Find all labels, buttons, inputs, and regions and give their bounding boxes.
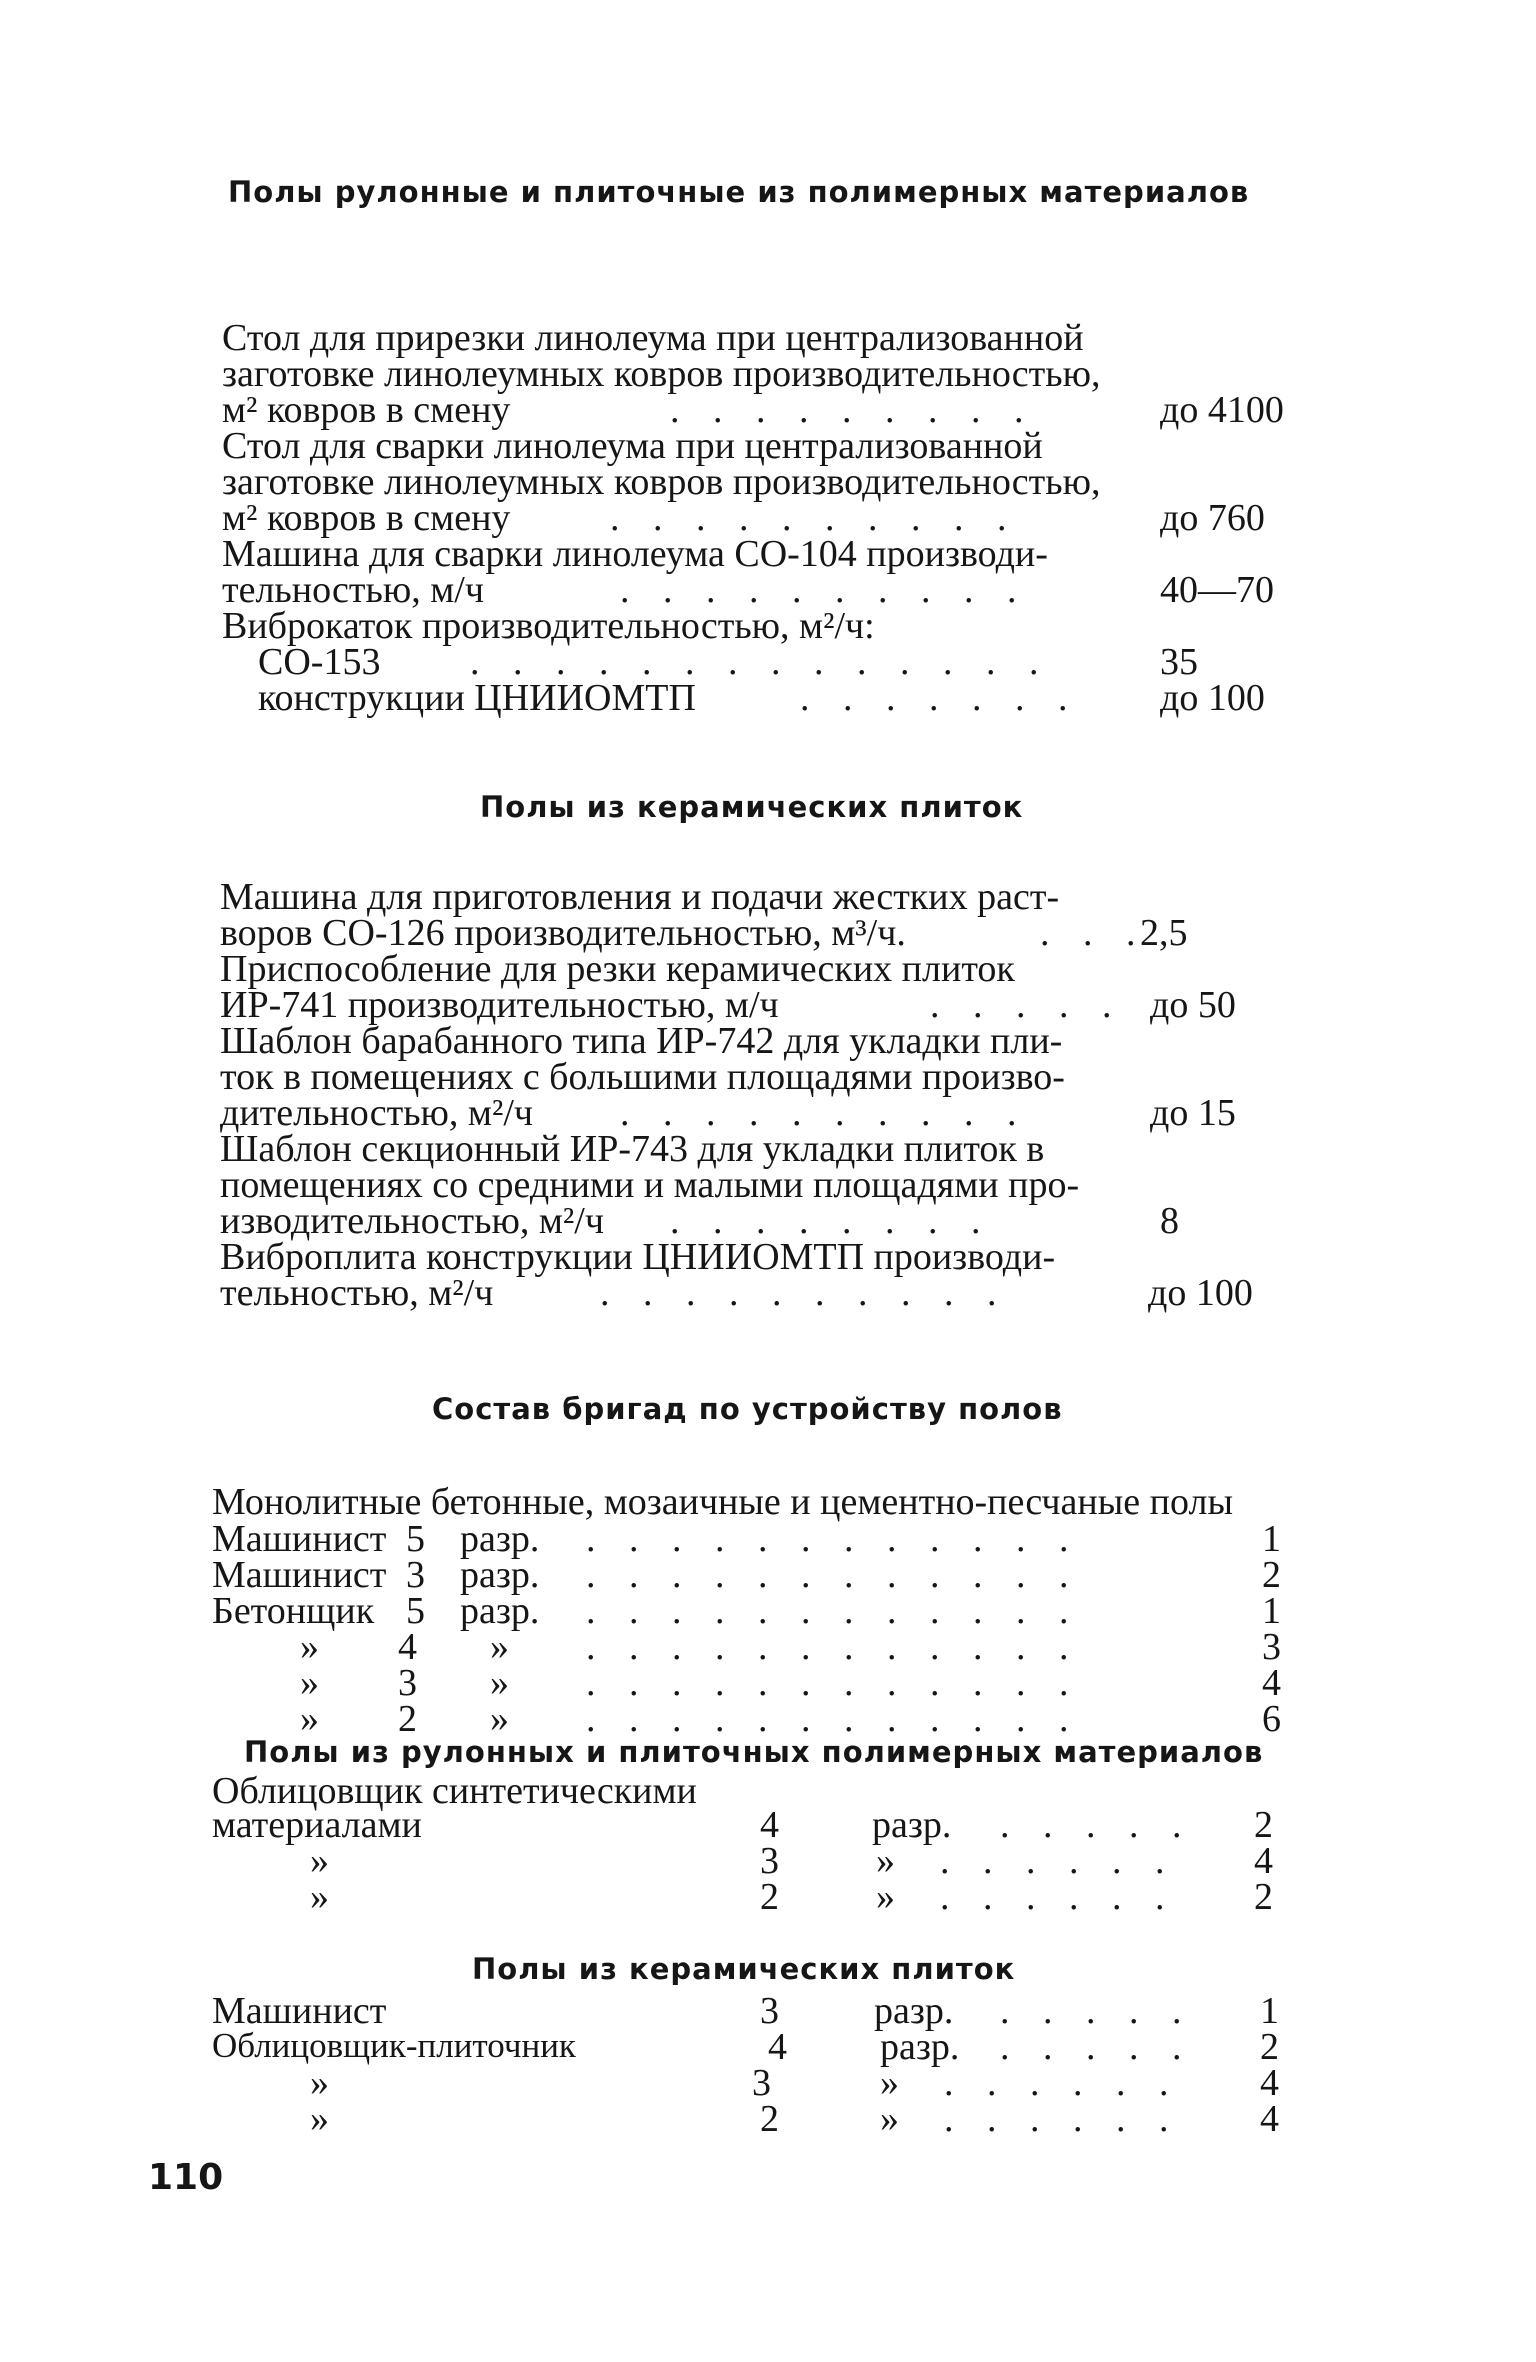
leader-dots: . . . . . . . <box>800 677 1080 719</box>
leader-dots: . . . . . <box>1000 2026 1194 2068</box>
text-line: Виброплита конструкции ЦНИИОМТП производи- <box>220 1236 1056 1278</box>
text-line: Стол для прирезки линолеума при централизованной <box>222 317 1084 359</box>
value: до 50 <box>1150 984 1236 1026</box>
worker-grade: 2 <box>398 1698 417 1740</box>
leader-dots: . . . . . . . . <box>670 1200 993 1242</box>
text-line: ток в помещениях с большими площадями произво- <box>220 1056 1065 1098</box>
text-line: Стол для сварки линолеума при централизованной <box>222 425 1043 467</box>
worker-count: 1 <box>1262 1518 1281 1560</box>
text-line: тельностью, м/ч <box>222 569 484 611</box>
worker-unit: разр. <box>460 1518 540 1560</box>
value: до 15 <box>1150 1092 1236 1134</box>
text-line: ИР-741 производительностью, м/ч <box>220 984 779 1026</box>
leader-dots: . . . . . . . . . . . . <box>586 1554 1081 1596</box>
leader-dots: . . . . . . . . . . . . <box>586 1662 1081 1704</box>
leader-dots: . . . . . . . . . <box>670 389 1036 431</box>
text-line: Шаблон секционный ИР-743 для укладки плиток в <box>220 1128 1045 1170</box>
ditto-mark: » <box>310 2098 329 2140</box>
text-line: помещениях со средними и малыми площадями про- <box>220 1164 1080 1206</box>
leader-dots: . . . . . . . . . . . . <box>586 1590 1081 1632</box>
worker-grade: 3 <box>398 1662 417 1704</box>
worker-count: 1 <box>1262 1590 1281 1632</box>
ditto-mark: » <box>880 2098 899 2140</box>
worker-count: 4 <box>1260 2098 1279 2140</box>
text-line: воров СО-126 производительностью, м³/ч. <box>220 912 906 954</box>
ditto-mark: » <box>490 1698 509 1740</box>
leader-dots: . . . . . <box>930 984 1124 1026</box>
worker-unit: разр. <box>874 1990 954 2032</box>
text-line: дительностью, м²/ч <box>220 1092 534 1134</box>
text-line: Виброкаток производительностью, м²/ч: <box>222 605 875 647</box>
text-line: тельностью, м²/ч <box>220 1272 494 1314</box>
leader-dots: . . . . . . <box>940 1840 1177 1882</box>
value: 2,5 <box>1140 912 1188 954</box>
text-line: СО-153 <box>258 641 381 683</box>
leader-dots: . . . . . . <box>944 2062 1181 2104</box>
leader-dots: . . . . . . . . . . <box>610 497 1019 539</box>
worker-name: Облицовщик-плиточник <box>212 2026 576 2065</box>
text-line: м² ковров в смену <box>222 497 511 539</box>
worker-unit: разр. <box>460 1554 540 1596</box>
value: до 100 <box>1148 1272 1253 1314</box>
value: до 4100 <box>1160 389 1284 431</box>
worker-grade: 3 <box>760 1990 779 2032</box>
worker-name: Машинист <box>212 1990 387 2032</box>
leader-dots: . . . . . . . . . . . . <box>586 1518 1081 1560</box>
worker-count: 3 <box>1262 1626 1281 1668</box>
ditto-mark: » <box>880 2062 899 2104</box>
ditto-mark: » <box>490 1662 509 1704</box>
worker-count: 2 <box>1254 1804 1273 1846</box>
value: до 100 <box>1160 677 1265 719</box>
worker-grade: 2 <box>760 1876 779 1918</box>
worker-grade: 4 <box>768 2026 787 2068</box>
leader-dots: . . . . . <box>1000 1804 1194 1846</box>
worker-grade: 3 <box>406 1554 425 1596</box>
text-line: конструкции ЦНИИОМТП <box>258 677 696 719</box>
ditto-mark: » <box>310 2062 329 2104</box>
worker-name: Бетонщик <box>212 1590 375 1632</box>
worker-count: 4 <box>1254 1840 1273 1882</box>
leader-dots: . . . . . . . . . . <box>600 1272 1009 1314</box>
text-line: заготовке линолеумных ковров производительностью, <box>222 353 1101 395</box>
text-line: изводительностью, м²/ч <box>220 1200 604 1242</box>
text-line: Машина для приготовления и подачи жестких раст- <box>220 876 1060 918</box>
worker-grade: 3 <box>752 2062 771 2104</box>
worker-unit: разр. <box>880 2026 960 2068</box>
text-line: Машина для сварки линолеума СО-104 производи- <box>222 533 1048 575</box>
worker-count: 6 <box>1262 1698 1281 1740</box>
worker-unit: разр. <box>872 1804 952 1846</box>
subsection-heading-polymer: Полы из рулонных и плиточных полимерных материалов <box>244 1735 1264 1769</box>
leader-dots: . . . . . . . . . . . . . . <box>470 641 1051 683</box>
value: 8 <box>1160 1200 1179 1242</box>
text-line: заготовке линолеумных ковров производительностью, <box>222 461 1101 503</box>
ditto-mark: » <box>300 1626 319 1668</box>
text-line: Шаблон барабанного типа ИР-742 для укладки пли- <box>220 1020 1063 1062</box>
ditto-mark: » <box>876 1840 895 1882</box>
worker-count: 4 <box>1260 2062 1279 2104</box>
text-line: м² ковров в смену <box>222 389 511 431</box>
worker-count: 1 <box>1260 1990 1279 2032</box>
leader-dots: . . . . . <box>1000 1990 1194 2032</box>
worker-grade: 5 <box>406 1590 425 1632</box>
worker-name: Облицовщик синтетическими <box>212 1770 697 1812</box>
subsection-heading-ceramic: Полы из керамических плиток <box>472 1952 1016 1986</box>
leader-dots: . . . . . . <box>940 1876 1177 1918</box>
ditto-mark: » <box>490 1626 509 1668</box>
ditto-mark: » <box>300 1698 319 1740</box>
worker-count: 2 <box>1260 2026 1279 2068</box>
leader-dots: . . . . . . . . . . . . <box>586 1698 1081 1740</box>
worker-count: 4 <box>1262 1662 1281 1704</box>
section-heading-ceramic-tiles: Полы из керамических плиток <box>480 790 1024 824</box>
worker-grade: 4 <box>398 1626 417 1668</box>
section-heading-polymer-floors: Полы рулонные и плиточные из полимерных материалов <box>228 175 1250 209</box>
leader-dots: . . . . . . . . . . <box>620 569 1029 611</box>
worker-grade: 5 <box>406 1518 425 1560</box>
subsection-title: Монолитные бетонные, мозаичные и цементно-песчаные полы <box>212 1481 1233 1523</box>
ditto-mark: » <box>310 1876 329 1918</box>
section-heading-brigades: Состав бригад по устройству полов <box>432 1392 1063 1426</box>
worker-grade: 3 <box>760 1840 779 1882</box>
ditto-mark: » <box>310 1840 329 1882</box>
leader-dots: . . . . . . . . . . . . <box>586 1626 1081 1668</box>
worker-name: материалами <box>212 1804 422 1846</box>
page-number: 110 <box>148 2157 224 2198</box>
leader-dots: . . . <box>1040 912 1148 954</box>
leader-dots: . . . . . . <box>944 2098 1181 2140</box>
worker-name: Машинист <box>212 1554 387 1596</box>
worker-unit: разр. <box>460 1590 540 1632</box>
worker-grade: 4 <box>760 1804 779 1846</box>
ditto-mark: » <box>300 1662 319 1704</box>
leader-dots: . . . . . . . . . . <box>620 1092 1029 1134</box>
value: до 760 <box>1160 497 1265 539</box>
text-line: Приспособление для резки керамических плиток <box>220 948 1015 990</box>
value: 35 <box>1160 641 1198 683</box>
worker-grade: 2 <box>760 2098 779 2140</box>
value: 40—70 <box>1160 569 1274 611</box>
worker-count: 2 <box>1254 1876 1273 1918</box>
ditto-mark: » <box>876 1876 895 1918</box>
worker-name: Машинист <box>212 1518 387 1560</box>
worker-count: 2 <box>1262 1554 1281 1596</box>
